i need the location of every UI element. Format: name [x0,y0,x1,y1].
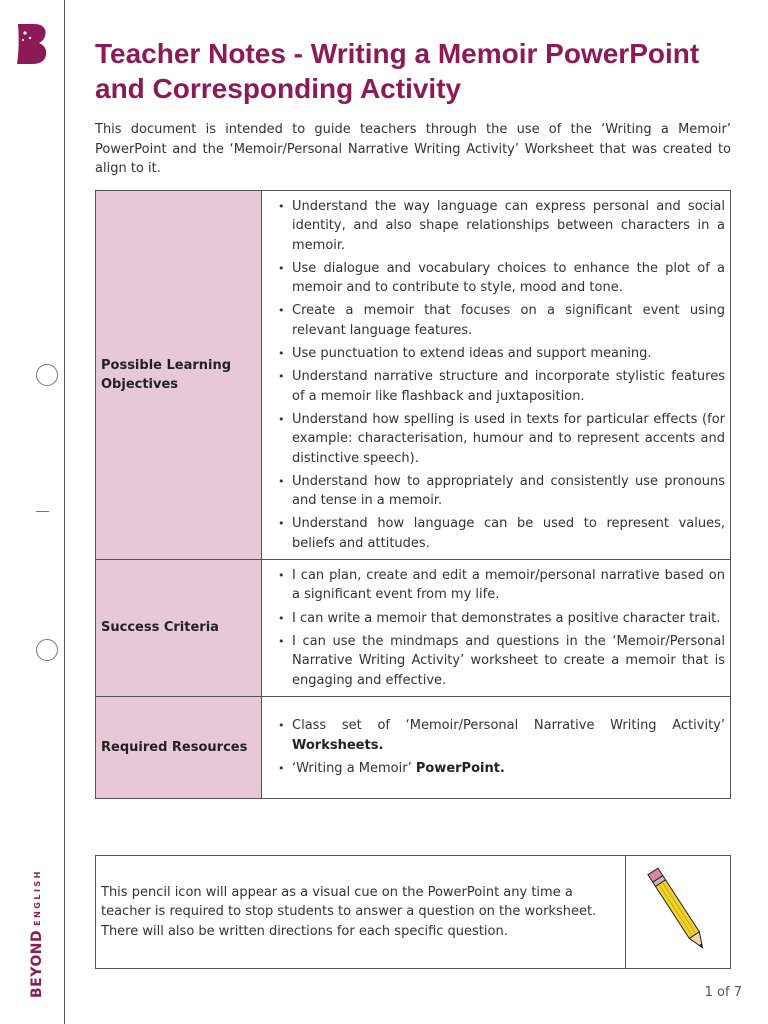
list-item: • Understand how spelling is used in texts for particular effects (for example: characterisation, humour and to represent accents and distinctive speech). [278,410,725,468]
resources-label: Required Resources [96,696,262,798]
intro-paragraph: This document is intended to guide teachers through the use of the ‘Writing a Memoir’ PowerPoint and the ‘Memoir/Personal Narrative Writing Activity’ Worksheet that was created to align to it. [95,122,731,176]
resource-1-bold: Worksheets. [292,737,384,753]
margin-rule [64,0,65,1024]
objectives-label: Possible Learning Objectives [96,191,262,560]
brand-main: BEYOND [29,929,45,998]
page-number: 1 of 7 [704,985,742,1000]
punch-hole-bottom [36,639,58,661]
list-item [278,759,725,778]
brand-sub: ENGLISH [33,869,42,926]
list-item: • Use punctuation to extend ideas and support meaning. [278,344,725,363]
list-item: • Understand the way language can express personal and social identity, and also shape relationships between characters in a memoir. [278,197,725,255]
resource-2-bold: PowerPoint. [415,760,505,776]
brand-wordmark [26,869,45,998]
success-content [262,560,731,697]
list-item: • Understand narrative structure and incorporate stylistic features of a memoir like flashback and juxtaposition. [278,367,725,406]
beyond-b-logo-icon [14,22,50,66]
punch-hole-top [36,364,58,386]
fold-mark [36,511,49,512]
resources-row [96,696,731,798]
objectives-content [262,191,731,560]
resource-1-text: Class set of ‘Memoir/Personal Narrative Writing Activity’ [292,718,725,734]
pencil-note-box [95,855,731,969]
title-rest: - Writing a Memoir PowerPoint and Corresponding Activity [95,38,700,104]
title-strong: Teacher Notes [95,38,286,69]
success-row [96,560,731,697]
success-list [278,566,725,690]
teacher-notes-table [95,190,731,799]
pencil-icon [643,858,713,962]
success-label: Success Criteria [96,560,262,697]
list-item: • I can write a memoir that demonstrates a positive character trait. [278,609,725,628]
list-item: • Use dialogue and vocabulary choices to enhance the plot of a memoir and to contribute to style, mood and tone. [278,259,725,298]
list-item: • I can use the mindmaps and questions in the ‘Memoir/Personal Narrative Writing Activity’ worksheet to create a memoir that is engaging and effective. [278,632,725,690]
resources-content [262,696,731,798]
pencil-cell [626,856,731,969]
list-item: • Understand how language can be used to represent values, beliefs and attitudes. [278,514,725,553]
list-item [278,716,725,755]
list-item: • I can plan, create and edit a memoir/personal narrative based on a significant event from my life. [278,566,725,605]
resources-list [278,716,725,778]
page-title [95,36,745,106]
resource-2-text: ‘Writing a Memoir’ [292,760,416,776]
pencil-note-text: This pencil icon will appear as a visual cue on the PowerPoint any time a teacher is required to stop students to answer a question on the worksheet. There will also be written directions for each specific question. [96,856,626,969]
objectives-row [96,191,731,560]
objectives-list [278,197,725,553]
list-item: • Understand how to appropriately and consistently use pronouns and tense in a memoir. [278,472,725,511]
list-item: • Create a memoir that focuses on a significant event using relevant language features. [278,301,725,340]
